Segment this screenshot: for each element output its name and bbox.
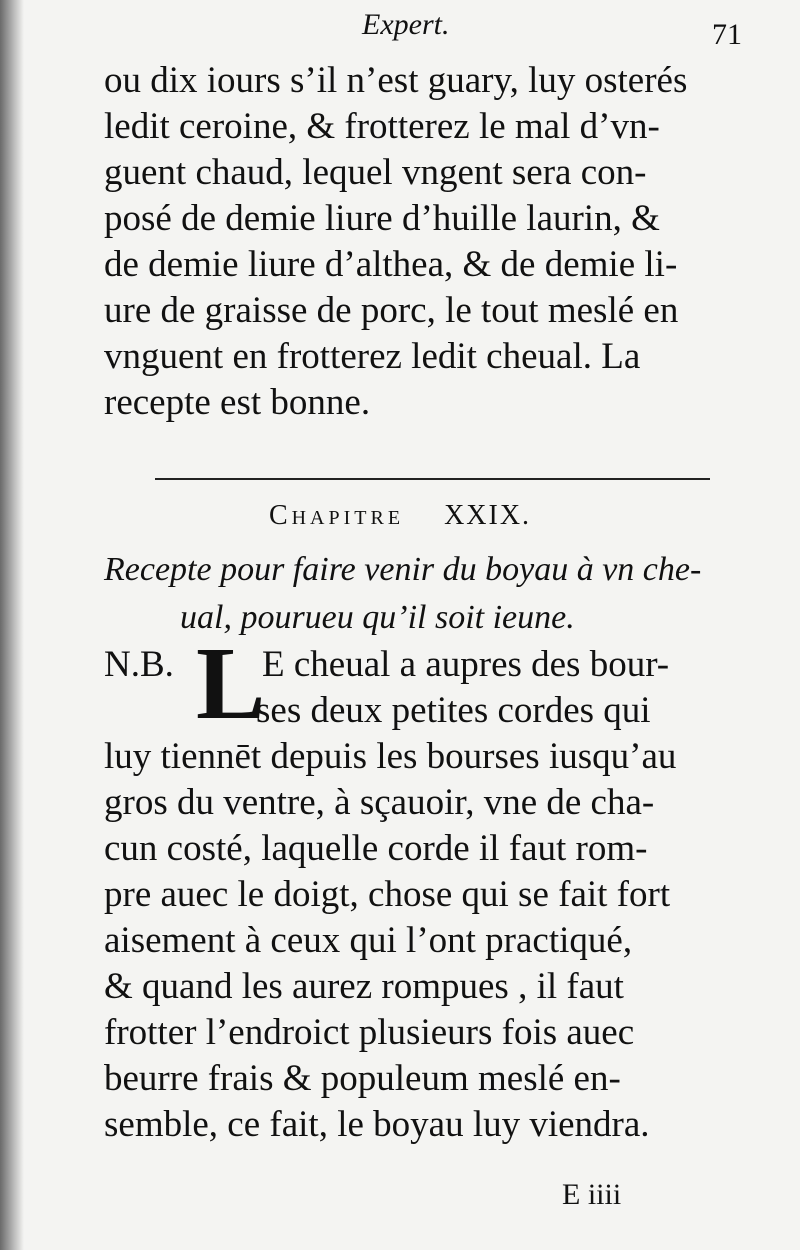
- text-line: aisement à ceux qui l’ont practiqué,: [104, 920, 633, 961]
- text-line: pre auec le doigt, chose qui se fait fort: [104, 874, 671, 915]
- text-line: semble, ce fait, le boyau luy viendra.: [104, 1104, 650, 1145]
- text-line: E cheual a aupres des bour-: [262, 644, 670, 685]
- page-header: [0, 8, 800, 51]
- drop-cap: L: [196, 626, 266, 741]
- page-gutter-shadow: [0, 0, 24, 1250]
- text-line: vnguent en frotterez ledit cheual. La: [104, 336, 641, 377]
- running-head: Expert.: [362, 8, 450, 41]
- text-line: ou dix iours s’il n’est guary, luy osterés: [104, 60, 688, 101]
- chapter-title-line: Recepte pour faire venir du boyau à vn che-: [104, 551, 702, 588]
- chapter-label: Chapitre: [268, 500, 405, 531]
- text-line: ses deux petites cordes qui: [256, 690, 651, 731]
- chapter-title-line: ual, pourueu qu’il soit ieune.: [180, 599, 575, 636]
- chapter-heading: [0, 500, 800, 532]
- text-line: recepte est bonne.: [104, 382, 371, 423]
- text-line: ledit ceroine, & frotterez le mal d’vn-: [104, 106, 660, 147]
- text-line: luy tiennēt depuis les bourses iusqu’au: [104, 736, 677, 777]
- section-divider: [155, 478, 710, 480]
- chapter-number: XXIX.: [444, 500, 532, 531]
- paragraph-continued: [104, 58, 764, 426]
- text-line: & quand les aurez rompues , il faut: [104, 966, 624, 1007]
- signature-mark: E iiii: [562, 1178, 622, 1211]
- text-line: posé de demie liure d’huille laurin, &: [104, 198, 660, 239]
- text-line: frotter l’endroict plusieurs fois auec: [104, 1012, 635, 1053]
- marginal-note: N.B.: [104, 644, 174, 685]
- text-line: beurre frais & populeum meslé en-: [104, 1058, 621, 1099]
- paragraph-opening: [104, 626, 764, 741]
- text-line: gros du ventre, à sçauoir, vne de cha-: [104, 782, 655, 823]
- text-line: ure de graisse de porc, le tout meslé en: [104, 290, 679, 331]
- text-line: de demie liure d’althea, & de demie li-: [104, 244, 678, 285]
- text-line: guent chaud, lequel vngent sera con-: [104, 152, 647, 193]
- text-line: cun costé, laquelle corde il faut rom-: [104, 828, 648, 869]
- page-number: 71: [712, 18, 742, 51]
- paragraph-body: [104, 734, 764, 1148]
